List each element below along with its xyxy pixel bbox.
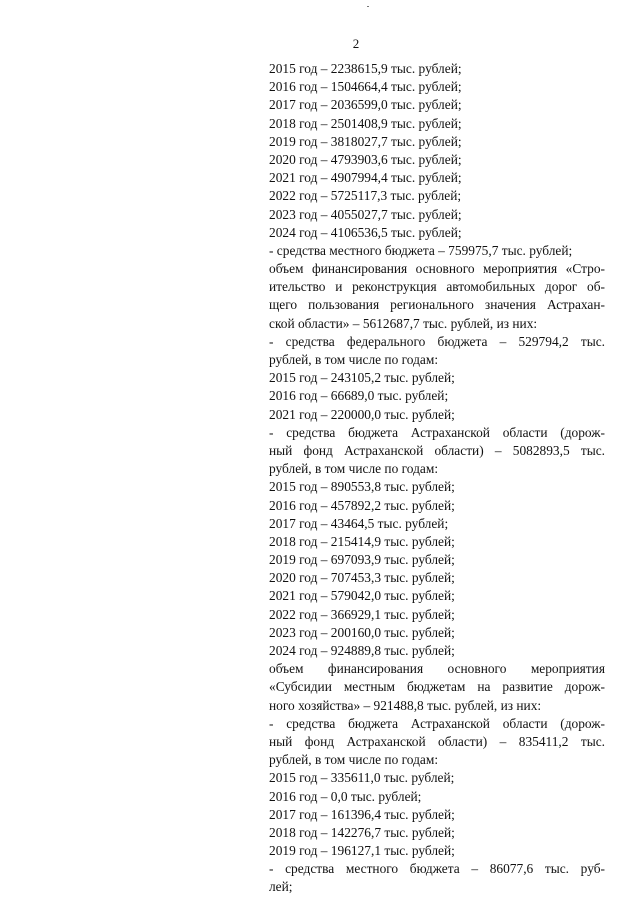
text-line: ской области» – 5612687,7 тыс. рублей, из них: xyxy=(269,315,538,331)
text-line: объем финансирования основного мероприятия xyxy=(269,661,605,677)
text-line: 2022 год – 5725117,3 тыс. рублей; xyxy=(269,188,462,204)
text-line: 2017 год – 43464,5 тыс. рублей; xyxy=(269,515,449,531)
scan-mark xyxy=(367,6,369,7)
text-line: 2016 год – 457892,2 тыс. рублей; xyxy=(269,497,455,513)
text-line: рублей, в том числе по годам: xyxy=(269,752,439,768)
text-line: 2020 год – 4793903,6 тыс. рублей; xyxy=(269,151,462,167)
text-line: 2019 год – 3818027,7 тыс. рублей; xyxy=(269,133,462,149)
text-line: 2024 год – 4106536,5 тыс. рублей; xyxy=(269,224,462,240)
text-line: - средства бюджета Астраханской области (дорож- xyxy=(269,424,605,440)
text-line: 2021 год – 4907994,4 тыс. рублей; xyxy=(269,170,462,186)
text-line: ного хозяйства» – 921488,8 тыс. рублей, из них: xyxy=(269,697,542,713)
text-line: 2015 год – 890553,8 тыс. рублей; xyxy=(269,479,455,495)
text-line: щего пользования регионального значения Астрахан- xyxy=(269,297,605,313)
text-line: 2018 год – 142276,7 тыс. рублей; xyxy=(269,824,455,840)
text-line: рублей, в том числе по годам: xyxy=(269,461,439,477)
text-line: ный фонд Астраханской области) – 5082893,5 тыс. xyxy=(269,442,605,458)
text-line: 2023 год – 200160,0 тыс. рублей; xyxy=(269,624,455,640)
text-line: 2015 год – 243105,2 тыс. рублей; xyxy=(269,370,455,386)
text-line: 2019 год – 697093,9 тыс. рублей; xyxy=(269,552,455,568)
text-line: 2021 год – 220000,0 тыс. рублей; xyxy=(269,406,455,422)
text-line: объем финансирования основного мероприятия «Стро- xyxy=(269,261,605,277)
text-line: 2024 год – 924889,8 тыс. рублей; xyxy=(269,643,455,658)
text-line: 2018 год – 215414,9 тыс. рублей; xyxy=(269,533,455,549)
text-line: 2018 год – 2501408,9 тыс. рублей; xyxy=(269,115,462,131)
text-line: - средства местного бюджета – 86077,6 тыс. руб- xyxy=(269,861,605,877)
text-line: рублей, в том числе по годам: xyxy=(269,352,439,367)
text-line: - средства бюджета Астраханской области (дорож- xyxy=(269,715,605,731)
text-line: ный фонд Астраханской области) – 835411,2 тыс. xyxy=(269,733,605,749)
text-line: 2019 год – 196127,1 тыс. рублей; xyxy=(269,843,455,859)
text-line: 2021 год – 579042,0 тыс. рублей; xyxy=(269,588,455,604)
text-line: 2015 год – 2238615,9 тыс. рублей; xyxy=(269,61,462,76)
text-line: «Субсидии местным бюджетам на развитие дорож- xyxy=(269,679,605,695)
text-line: 2022 год – 366929,1 тыс. рублей; xyxy=(269,606,455,622)
page-number: 2 xyxy=(352,36,360,51)
text-line: - средства федерального бюджета – 529794,2 тыс. xyxy=(269,333,605,349)
text-line: 2020 год – 707453,3 тыс. рублей; xyxy=(269,570,455,586)
text-line: 2017 год – 2036599,0 тыс. рублей; xyxy=(269,97,462,113)
text-line: 2015 год – 335611,0 тыс. рублей; xyxy=(269,770,455,786)
text-line: 2016 год – 1504664,4 тыс. рублей; xyxy=(269,79,462,95)
text-line: 2017 год – 161396,4 тыс. рублей; xyxy=(269,806,455,822)
text-line: ительство и реконструкция автомобильных дорог об- xyxy=(269,279,605,295)
text-line: 2016 год – 0,0 тыс. рублей; xyxy=(269,788,422,804)
text-line: 2016 год – 66689,0 тыс. рублей; xyxy=(269,388,449,404)
text-line: - средства местного бюджета – 759975,7 тыс. рублей; xyxy=(269,242,573,258)
text-line: 2023 год – 4055027,7 тыс. рублей; xyxy=(269,206,462,222)
document-text-block xyxy=(269,60,605,897)
text-line: лей; xyxy=(269,879,293,895)
